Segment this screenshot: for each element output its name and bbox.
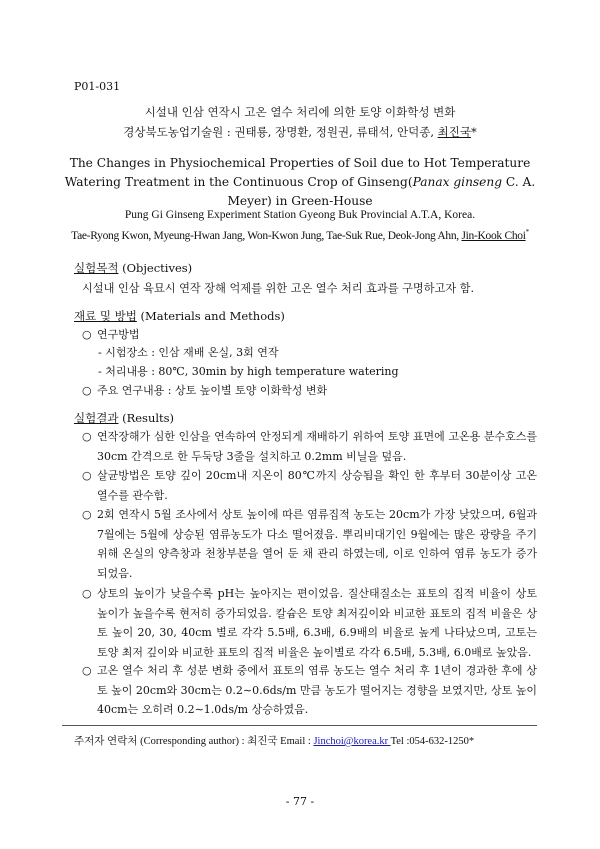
english-title-part1: The Changes in Physiochemical Properties of Soil due to Hot Temperature Watering Treatment in the Continuous Crop of Ginseng( — [64, 156, 531, 189]
results-item-text: 살균방법은 토양 깊이 20cm내 지온이 80℃까지 상승됨을 확인 한 후부터 30분이상 고온 열수를 관수함. — [97, 469, 537, 502]
bullet-marker: ○ — [82, 664, 92, 677]
results-item-text: 2회 연작시 5월 조사에서 상토 높이에 따른 염류집적 농도는 20cm가 가장 낮았으며, 6월과 7월에는 5월에 상승된 염류농도가 다소 떨어졌음. 뿌리비대기인 9월에는 많은 광량을 주기 위해 온실의 양측창과 천창부분을 열어 둔 채 관리 하였는데, 이로 인하여 염류 농도가 증가되었음. — [97, 508, 537, 580]
objectives-heading-en: (Objectives) — [118, 261, 193, 275]
english-title-part2: C. A. Meyer) in Green-House — [227, 175, 536, 208]
bullet-marker: ○ — [82, 469, 92, 482]
english-corresponding-author: Jin-Kook Choi — [461, 229, 526, 242]
results-item-text: 연작장해가 심한 인삼을 연속하여 안정되게 재배하기 위하여 토양 표면에 고온용 분수호스를 30cm 간격으로 한 두둑당 3줄을 설치하고 0.2mm 비닐을 덮음. — [97, 430, 537, 463]
methods-heading — [74, 308, 285, 324]
results-item-2 — [82, 466, 537, 505]
results-heading — [74, 410, 174, 426]
results-item-text: 고온 열수 처리 후 성분 변화 중에서 표토의 염류 농도는 열수 처리 후 1년이 경과한 후에 상토 높이 20cm와 30cm는 0.2∼0.6ds/m 만큼 농도가 떨어지는 경향을 보였지만, 상토 높이 40cm는 오히려 0.2∼1.0ds/m 상승하였음. — [97, 664, 537, 716]
results-item-3 — [82, 505, 537, 583]
bullet-marker: ○ — [82, 430, 92, 443]
methods-sub-treatment: - 처리내용 : 80℃, 30min by high temperature watering — [98, 365, 399, 378]
results-heading-ko: 실험결과 — [74, 411, 119, 425]
footer-phone: Tel :054-632-1250* — [390, 736, 475, 747]
objectives-text: 시설내 인삼 육묘시 연작 장해 억제를 위한 고온 열수 처리 효과를 구명하고자 함. — [82, 282, 475, 295]
english-title — [60, 154, 540, 211]
abstract-code: P01-031 — [74, 80, 121, 93]
results-heading-en: (Results) — [118, 411, 175, 425]
english-authors-list: Tae-Ryong Kwon, Myeung-Hwan Jang, Won-Kwon Jung, Tae-Suk Rue, Deok-Jong Ahn, — [71, 229, 462, 242]
footer-email-link[interactable]: Jinchoi@korea.kr — [313, 736, 391, 747]
objectives-heading-ko: 실험목적 — [74, 261, 119, 275]
korean-authors — [0, 124, 600, 140]
objectives-heading — [74, 260, 192, 276]
methods-item-text: 연구방법 — [97, 328, 140, 341]
english-authors — [0, 228, 600, 242]
korean-title: 시설내 인삼 연작시 고온 열수 처리에 의한 토양 이화학성 변화 — [144, 105, 456, 119]
methods-sub-location: - 시험장소 : 인삼 재배 온실, 3회 연작 — [98, 346, 279, 359]
bullet-marker: ○ — [82, 587, 92, 600]
korean-authors-list: 경상북도농업기술원 : 권태룡, 장명환, 정원권, 류태석, 안덕종, — [123, 125, 438, 139]
methods-item-research-method — [82, 325, 537, 345]
results-item-5 — [82, 661, 537, 720]
footer-divider — [62, 725, 537, 726]
results-item-1 — [82, 427, 537, 466]
korean-corresponding-author: 최진국 — [437, 125, 471, 139]
results-item-text: 상토의 높이가 낮을수록 pH는 높아지는 편이었음. 질산태질소는 표토의 집적 비율이 상토 높이가 높을수록 현저히 증가되었음. 칼슘은 토양 최저깊이와 비교한 표토의 집적 비율은 상토 높이 20, 30, 40cm 별로 각각 5.5배, 6.3배, 6.9배의 비율로 높게 나타났으며, 고토는 토양 최저 깊이와 비교한 표토의 집적 비율은 높이별로 각각 6.5배, 5.3배, 6.0배로 높았음. — [97, 587, 537, 659]
corresponding-author-footer — [74, 733, 474, 748]
footer-contact-label: 주저자 연락처 (Corresponding author) : 최진국 Email : — [74, 736, 314, 747]
bullet-marker: ○ — [82, 384, 92, 397]
bullet-marker: ○ — [82, 328, 92, 341]
english-affiliation: Pung Gi Ginseng Experiment Station Gyeong Buk Provincial A.T.A, Korea. — [124, 209, 476, 221]
methods-heading-ko: 재료 및 방법 — [74, 309, 137, 323]
page-number: - 77 - — [285, 795, 315, 808]
scientific-name: Panax ginseng — [412, 175, 503, 189]
english-author-asterisk: * — [525, 228, 529, 236]
korean-author-asterisk: * — [470, 125, 477, 139]
results-item-4 — [82, 584, 537, 662]
methods-item-text: 주요 연구내용 : 상토 높이별 토양 이화학성 변화 — [97, 384, 328, 397]
bullet-marker: ○ — [82, 508, 92, 521]
methods-heading-en: (Materials and Methods) — [136, 309, 285, 323]
methods-item-main-content — [82, 381, 537, 401]
